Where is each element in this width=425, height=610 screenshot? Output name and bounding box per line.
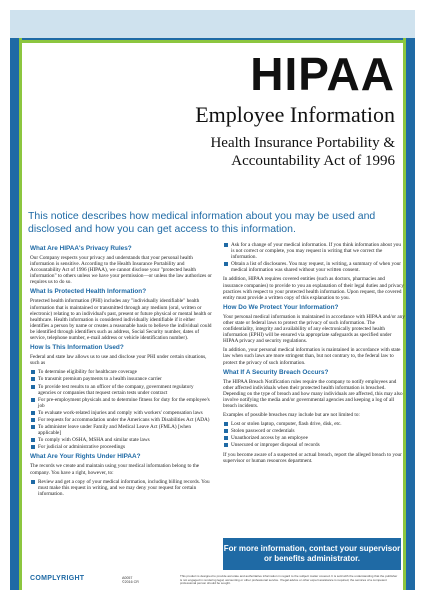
complyright-logo: COMPLYRIGHT	[30, 575, 85, 582]
list-item: Review and get a copy of your medical information, including billing records. You must make this request in writing, and we may deny your request for certain information.	[30, 479, 212, 497]
section-title-information-use: How Is This Information Used?	[30, 344, 124, 352]
list-item: For judicial or administrative proceedings	[30, 444, 212, 450]
section-text: The HIPAA Breach Notification rules require the company to notify employees and other affected individuals when their protected health information is breached. Depending on the type of breach and how many individuals are affected, this may also involve notifying the media and/or governmental agencies and keeping a log of all breach incidents.	[223, 378, 403, 409]
list-item: For requests for accommodation under the Americans with Disabilities Act (ADA)	[30, 417, 212, 423]
list-item: Unauthorized access by an employee	[223, 435, 405, 441]
act-name-line-2: Accountability Act of 1996	[231, 153, 395, 169]
section-text: Federal and state law allows us to use and disclose your PHI under certain situations, such as	[30, 354, 207, 367]
list-item: To transmit premium payments to a health insurance carrier	[30, 376, 212, 382]
list-item: Stolen password or credentials	[223, 428, 405, 434]
poster-header	[30, 50, 395, 170]
top-accent-stripe	[10, 40, 415, 43]
section-text: Our Company respects your privacy and understands that your personal health information is sensitive. According to the Health Insurance Portability and Accountability Act of 1996 (HIPAA), we cannot disclose your "protected health information" to others unless we have your permission—or unless the law authorizes or requires us to do so.	[30, 255, 212, 286]
product-code-line-2: ©2016 CR	[122, 580, 139, 585]
poster-footer	[30, 575, 400, 589]
section-title-phi: What Is Protected Health Information?	[30, 288, 147, 296]
list-item: To provide test results to an officer of the company, government regulatory agencies or companies that request certain tests under contract	[30, 384, 212, 396]
act-name-line-1: Health Insurance Portability &	[210, 135, 395, 151]
rights-list	[30, 479, 212, 497]
section-text: The records we create and maintain using your medical information belong to the company. You have a right, however, to:	[30, 463, 200, 476]
section-title-protection: How Do We Protect Your Information?	[223, 303, 339, 311]
callout-text: For more information, contact your supervisor or benefits administrator.	[223, 544, 401, 563]
section-text: Examples of possible breaches may include but are not limited to:	[223, 412, 360, 419]
section-text: If you become aware of a suspected or actual breach, report the alleged breach to your supervisor or human resources department.	[223, 451, 402, 464]
product-code	[122, 576, 139, 585]
left-column	[30, 242, 212, 500]
top-band	[10, 10, 415, 42]
right-column	[223, 242, 405, 467]
list-item: Obtain a list of disclosures. You may request, in writing, a summary of when your medical information was shared without your written consent.	[223, 261, 405, 273]
breach-examples-list	[223, 421, 405, 448]
legal-disclaimer: This product is designed to provide accurate and authoritative information in regard to the subject matter covered. It is sold with the understanding that the publisher is not engaged in rendering legal, accounting or other professional service. If legal advice or other expert assistance is required, the services of a competent professional person should be sought.	[180, 574, 398, 586]
left-border	[10, 38, 19, 590]
product-code-line-1: A0057	[122, 576, 133, 580]
list-item: For pre-employment physicals and to determine fitness for duty for the employee's job	[30, 397, 212, 409]
section-text: In addition, HIPAA requires covered entities (such as doctors, pharmacies and insurance companies) to provide to you an explanation of their legal duties and privacy practices with respect to your protected health information. Upon request, the covered entity must provide a written copy of this explanation to you.	[223, 276, 404, 301]
section-text: Your personal medical information is maintained in accordance with HIPAA and/or any other state or federal laws to protect the privacy of such information. The confidentiality, integrity and availability of any electronically protected health information (EPHI) will be ensured via appropriate safeguards as specified under HIPAA privacy and security regulations.	[223, 313, 405, 345]
left-accent-stripe	[19, 38, 22, 590]
list-item: Unsecured or improper disposal of records	[223, 442, 405, 448]
rights-list-continued	[223, 242, 405, 273]
list-item: To comply with OSHA, MSHA and similar state laws	[30, 437, 212, 443]
list-item: Lost or stolen laptop, computer, flash drive, disk, etc.	[223, 421, 405, 427]
uses-list	[30, 369, 212, 450]
contact-callout	[223, 538, 401, 570]
poster-title: HIPAA	[250, 48, 395, 100]
section-title-privacy-rules: What Are HIPAA's Privacy Rules?	[30, 245, 132, 252]
section-title-breach: What If A Security Breach Occurs?	[223, 368, 329, 376]
section-text: In addition, your personal medical information is maintained in accordance with state law when such laws are more stringent than, but not contrary to, the federal law to protect the privacy of such information.	[223, 347, 401, 366]
hipaa-poster	[10, 10, 415, 590]
right-border	[406, 38, 415, 590]
section-title-rights: What Are Your Rights Under HIPAA?	[30, 453, 141, 461]
list-item: To evaluate work-related injuries and comply with workers' compensation laws	[30, 410, 212, 416]
list-item: To determine eligibility for healthcare coverage	[30, 369, 212, 375]
section-text: Protected health information (PHI) includes any "individually identifiable" health information that is maintained or transmitted through any medium (oral, written or electronic) relating to an individual's past, present or future physical or mental health or healthcare. Health information is considered individually identifiable if it either identifies a person by name or creates a reasonable basis to believe the individual could be identified through identifiers such as address, Social Security number, dates of service, telephone number, e-mail address or vehicle identification number).	[30, 298, 212, 342]
intro-notice: This notice describes how medical information about you may be used and disclosed and how you can get access to this information.	[28, 210, 376, 235]
list-item: To administer leave under Family and Medical Leave Act (FMLA) [when applicable]	[30, 424, 212, 436]
poster-subtitle: Employee Information	[195, 102, 395, 127]
list-item: Ask for a change of your medical information. If you think information about you is not correct or complete, you may request in writing that we correct the information.	[223, 242, 405, 260]
